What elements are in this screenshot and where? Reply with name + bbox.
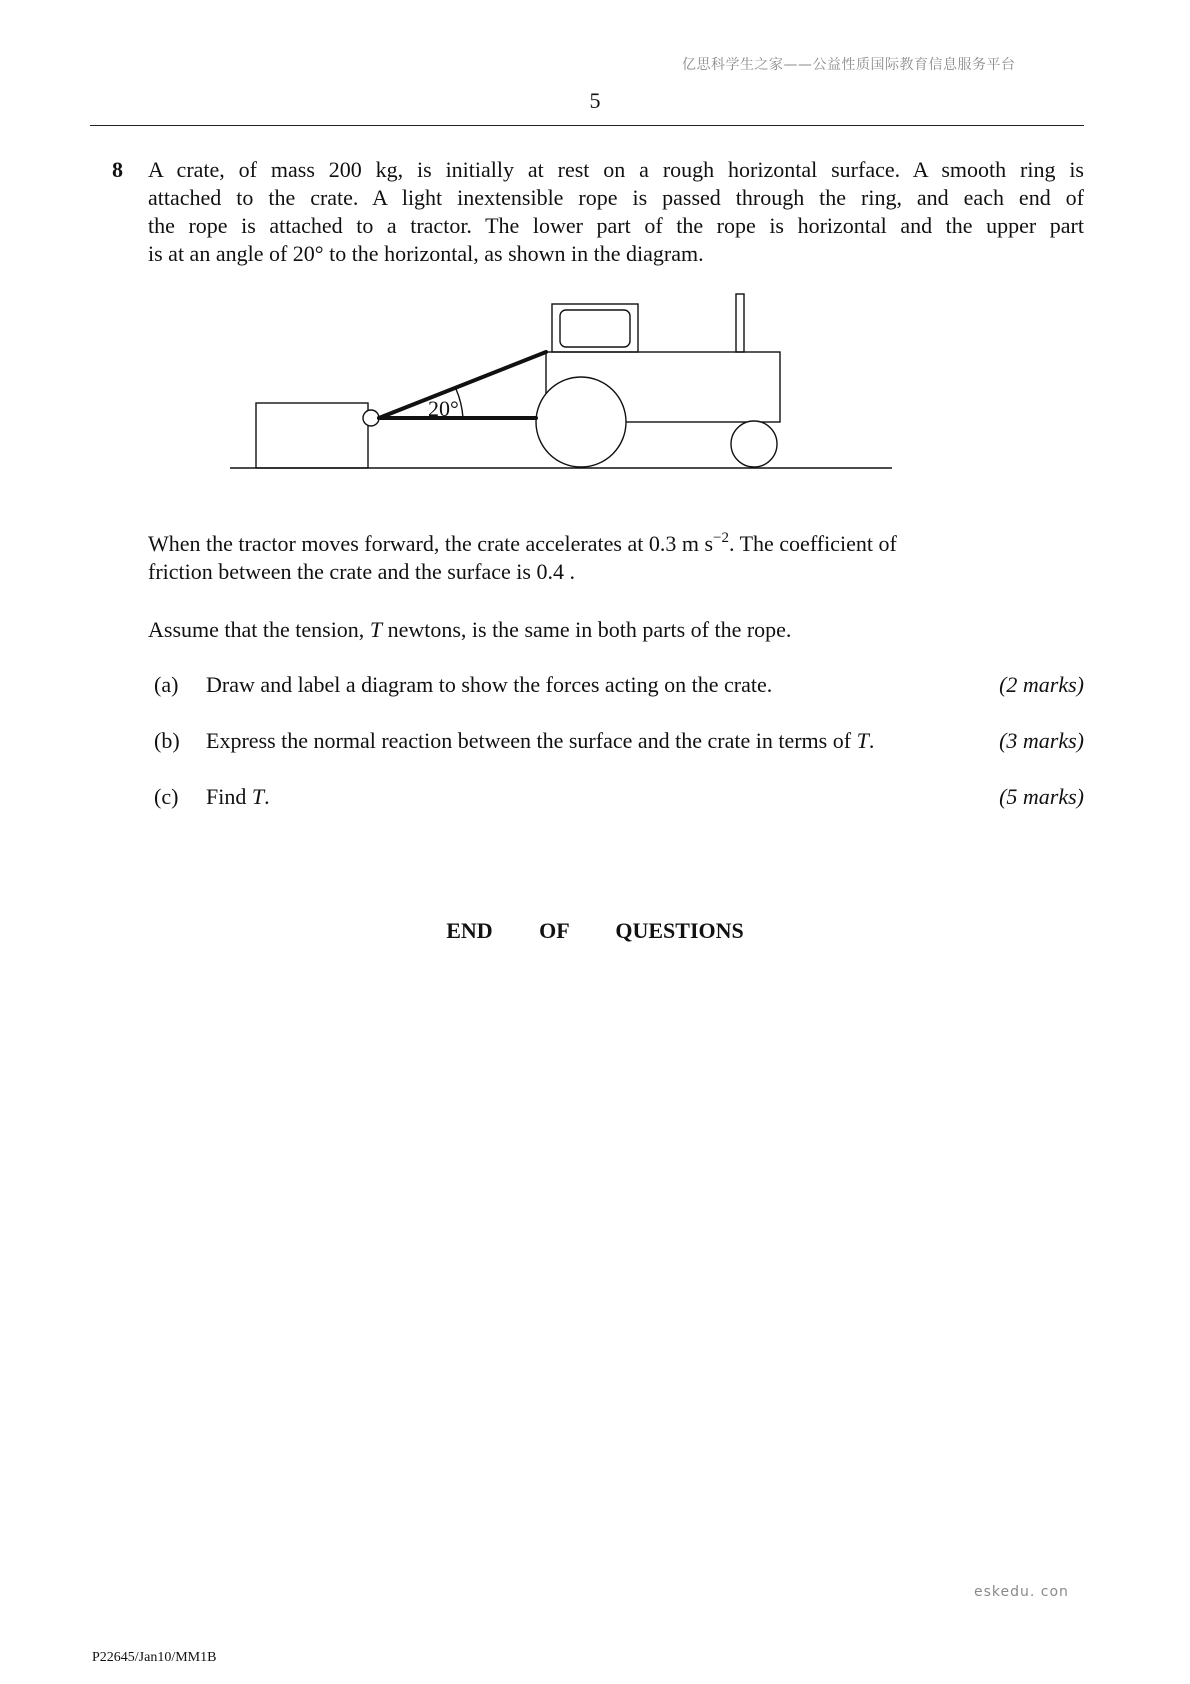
tractor-exhaust <box>736 294 744 352</box>
question-number: 8 <box>112 157 123 182</box>
intro-line-3: the rope is attached to a tractor. The lower part of the rope is horizontal and the upper part <box>148 213 1084 238</box>
question-intro <box>148 156 1084 268</box>
part-c-text <box>206 784 270 810</box>
acceleration-paragraph <box>148 530 1084 586</box>
part-a <box>154 672 1084 702</box>
smooth-ring <box>363 410 379 426</box>
part-c <box>154 784 1084 814</box>
part-a-text: Draw and label a diagram to show the forces acting on the crate. <box>206 672 773 697</box>
part-b <box>154 728 1084 758</box>
part-c-label: (c) <box>154 784 179 809</box>
angle-label: 20° <box>428 396 459 421</box>
part-c-marks: (5 marks) <box>999 784 1084 809</box>
page-number: 5 <box>589 88 601 113</box>
part-b-variable: T <box>856 728 869 753</box>
end-of-questions: END OF QUESTIONS <box>446 918 744 943</box>
paper-code: P22645/Jan10/MM1B <box>92 1650 217 1665</box>
footer-watermark: eskedu. con <box>974 1584 1069 1600</box>
acceleration-line <box>148 530 1084 558</box>
rope-upper <box>379 352 546 418</box>
acceleration-text-end: . The coefficient of <box>728 531 897 556</box>
part-b-text <box>206 728 874 754</box>
intro-line-1: A crate, of mass 200 kg, is initially at rest on a rough horizontal surface. A smooth ring is <box>148 157 1084 182</box>
tension-line <box>148 616 1084 644</box>
part-a-marks: (2 marks) <box>999 672 1084 697</box>
tension-paragraph <box>148 616 1084 644</box>
tension-variable: T <box>369 617 383 642</box>
tractor-window <box>560 310 630 347</box>
rear-wheel <box>536 377 626 467</box>
tension-text-end: newtons, is the same in both parts of the rope. <box>382 617 792 642</box>
intro-line-4: is at an angle of 20° to the horizontal, as shown in the diagram. <box>148 241 704 266</box>
part-b-label: (b) <box>154 728 180 753</box>
part-c-text-main: Find <box>206 784 252 809</box>
acceleration-text: When the tractor moves forward, the crate accelerates at 0.3 m s <box>148 531 714 556</box>
intro-line-2: attached to the crate. A light inextensible rope is passed through the ring, and each end of <box>148 185 1084 210</box>
header-divider <box>90 125 1084 126</box>
tractor-crate-diagram <box>230 290 892 490</box>
front-wheel <box>731 421 777 467</box>
header-watermark: 亿思科学生之家——公益性质国际教育信息服务平台 <box>682 57 1016 73</box>
part-b-marks: (3 marks) <box>999 728 1084 753</box>
friction-line: friction between the crate and the surface is 0.4 . <box>148 559 575 584</box>
part-c-text-end: . <box>264 784 270 809</box>
part-c-variable: T <box>251 784 265 809</box>
acceleration-exponent: −2 <box>713 530 729 546</box>
tractor-cab <box>552 304 638 352</box>
part-a-label: (a) <box>154 672 179 697</box>
tension-text: Assume that the tension, <box>148 617 370 642</box>
part-b-text-main: Express the normal reaction between the surface and the crate in terms of <box>206 728 857 753</box>
crate <box>256 403 368 468</box>
part-b-text-end: . <box>868 728 875 753</box>
